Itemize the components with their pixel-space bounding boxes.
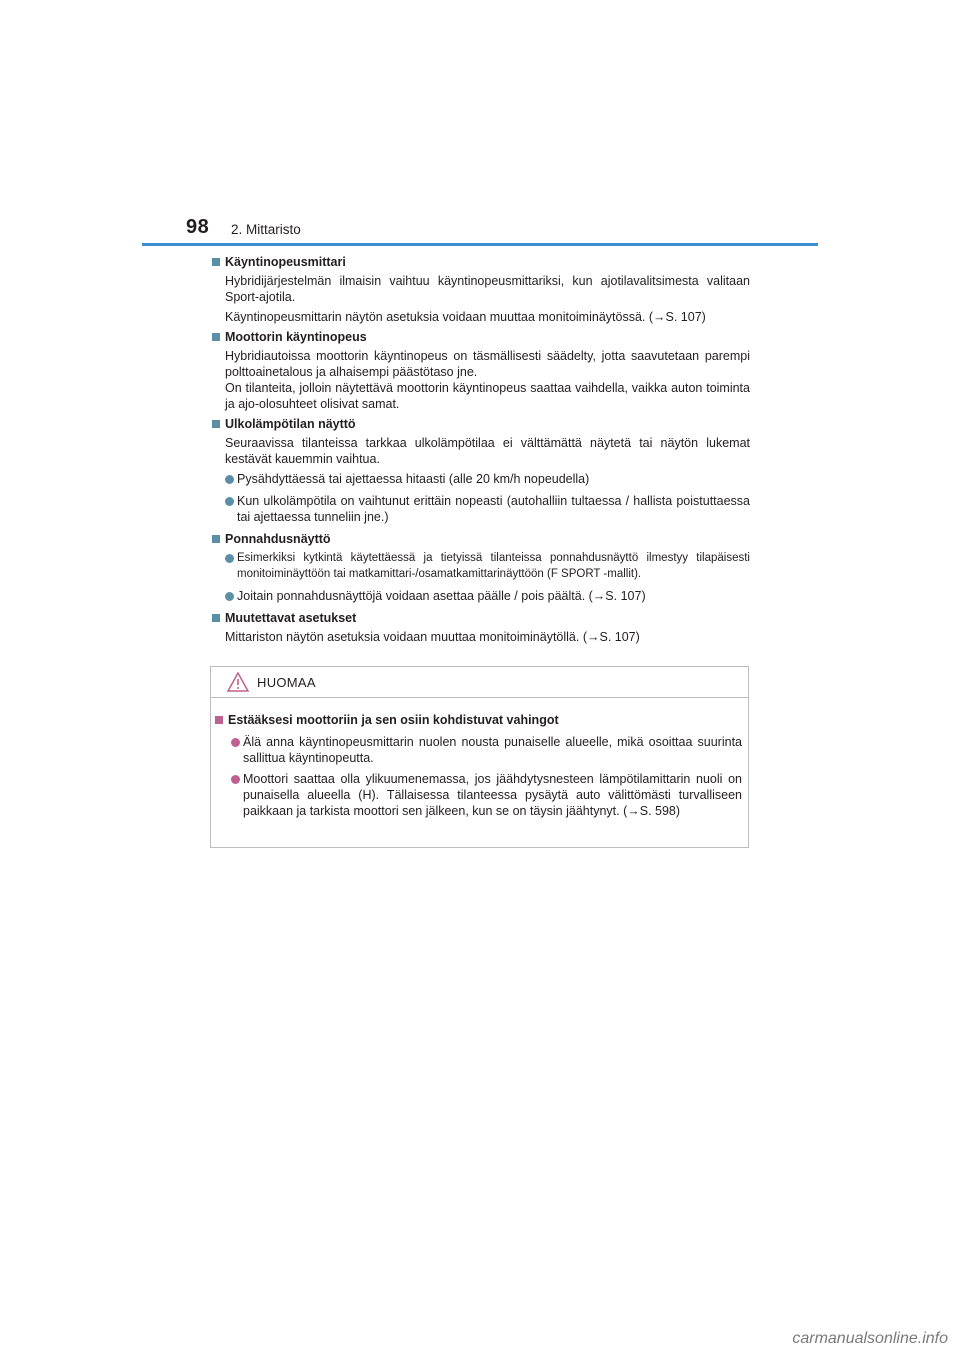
list-item-text: Moottori saattaa olla ylikuumenemassa, jos jäähdytysnesteen lämpötilamittarin nuoli on punaisella alueella (H). Tällaisessa tilanteessa pysäytä auto välittömästi turvalliseen paikkaan ja tarkista moottori sen jälkeen, kun se on täysin jäähtynyt. (→S. 598) — [243, 772, 742, 818]
section-heading — [212, 329, 750, 345]
notice-box — [210, 666, 749, 848]
square-bullet-icon — [212, 420, 220, 428]
section-title: Käyntinopeusmittari — [225, 255, 346, 269]
square-bullet-icon — [212, 333, 220, 341]
paragraph: Mittariston näytön asetuksia voidaan muuttaa monitoiminäytöllä. (→S. 107) — [225, 630, 640, 644]
circle-bullet-icon — [225, 497, 234, 506]
paragraph: Hybridiautoissa moottorin käyntinopeus on täsmällisesti säädelty, jotta saavutetaan parempi polttoainetalous ja alhaisempi päästötaso jne. — [225, 349, 750, 379]
section-title: Ulkolämpötilan näyttö — [225, 417, 356, 431]
page-header — [0, 0, 960, 250]
paragraph: Hybridijärjestelmän ilmaisin vaihtuu käyntinopeusmittariksi, kun ajotilavalitsimesta valitaan Sport-ajotila. — [225, 274, 750, 304]
page-number: 98 — [186, 216, 210, 238]
section-heading — [212, 531, 750, 547]
section-heading — [212, 416, 750, 432]
list-item — [225, 550, 750, 582]
section-kayntinopeusmittari — [212, 254, 750, 325]
list-item-text: Kun ulkolämpötila on vaihtunut erittäin nopeasti (autohalliin tultaessa / hallista poistuttaessa tai ajettaessa tunneliin jne.) — [237, 494, 750, 524]
square-bullet-icon — [212, 614, 220, 622]
section-title: Moottorin käyntinopeus — [225, 330, 367, 344]
circle-bullet-icon — [225, 554, 234, 563]
list-item — [225, 471, 750, 487]
main-content — [212, 254, 750, 649]
list-item — [225, 588, 750, 604]
notice-title: HUOMAA — [257, 674, 316, 690]
section-heading — [212, 610, 750, 626]
section-ulkolampotilan-naytto — [212, 416, 750, 525]
section-heading — [212, 254, 750, 270]
square-bullet-icon — [215, 716, 223, 724]
circle-bullet-icon — [225, 592, 234, 601]
warning-triangle-icon — [227, 672, 249, 692]
paragraph: On tilanteita, jolloin näytettävä moottorin käyntinopeus saattaa vaihdella, vaikka auton toiminta ja ajo-olosuhteet olisivat samat. — [225, 381, 750, 411]
notice-heading — [215, 712, 742, 728]
list-item-text: Esimerkiksi kytkintä käytettäessä ja tietyissä tilanteissa ponnahdusnäyttö ilmestyy tilapäisesti monitoiminäyttöön tai matkamittari-/osamatkamittarinäyttöön (F SPORT -mallit). — [237, 552, 750, 580]
circle-bullet-icon — [225, 475, 234, 484]
paragraph: Seuraavissa tilanteissa tarkkaa ulkolämpötilaa ei välttämättä näytetä tai näytön lukemat kestävät kauemmin vaihtua. — [225, 436, 750, 466]
list-item-text: Joitain ponnahdusnäyttöjä voidaan asettaa päälle / pois päältä. (→S. 107) — [237, 589, 646, 603]
watermark: carmanualsonline.info — [792, 1330, 948, 1347]
section-title: Ponnahdusnäyttö — [225, 532, 331, 546]
header-rule — [142, 243, 818, 246]
notice-body — [211, 698, 748, 819]
section-muutettavat-asetukset — [212, 610, 750, 645]
square-bullet-icon — [212, 535, 220, 543]
chapter-title: 2. Mittaristo — [231, 222, 301, 237]
section-moottorin-kayntinopeus — [212, 329, 750, 412]
section-ponnahdusnaytto — [212, 531, 750, 604]
notice-header — [211, 667, 748, 698]
list-item — [225, 493, 750, 525]
list-item-text: Älä anna käyntinopeusmittarin nuolen nousta punaiselle alueelle, mikä osoittaa suurinta sallittua käyntinopeutta. — [243, 735, 742, 765]
list-item — [231, 734, 742, 766]
notice-heading-text: Estääksesi moottoriin ja sen osiin kohdistuvat vahingot — [228, 713, 559, 727]
paragraph: Käyntinopeusmittarin näytön asetuksia voidaan muuttaa monitoiminäytössä. (→S. 107) — [225, 310, 706, 324]
section-title: Muutettavat asetukset — [225, 611, 357, 625]
list-item-text: Pysähdyttäessä tai ajettaessa hitaasti (alle 20 km/h nopeudella) — [237, 472, 590, 486]
square-bullet-icon — [212, 258, 220, 266]
circle-bullet-icon — [231, 775, 240, 784]
list-item — [231, 771, 742, 819]
circle-bullet-icon — [231, 738, 240, 747]
